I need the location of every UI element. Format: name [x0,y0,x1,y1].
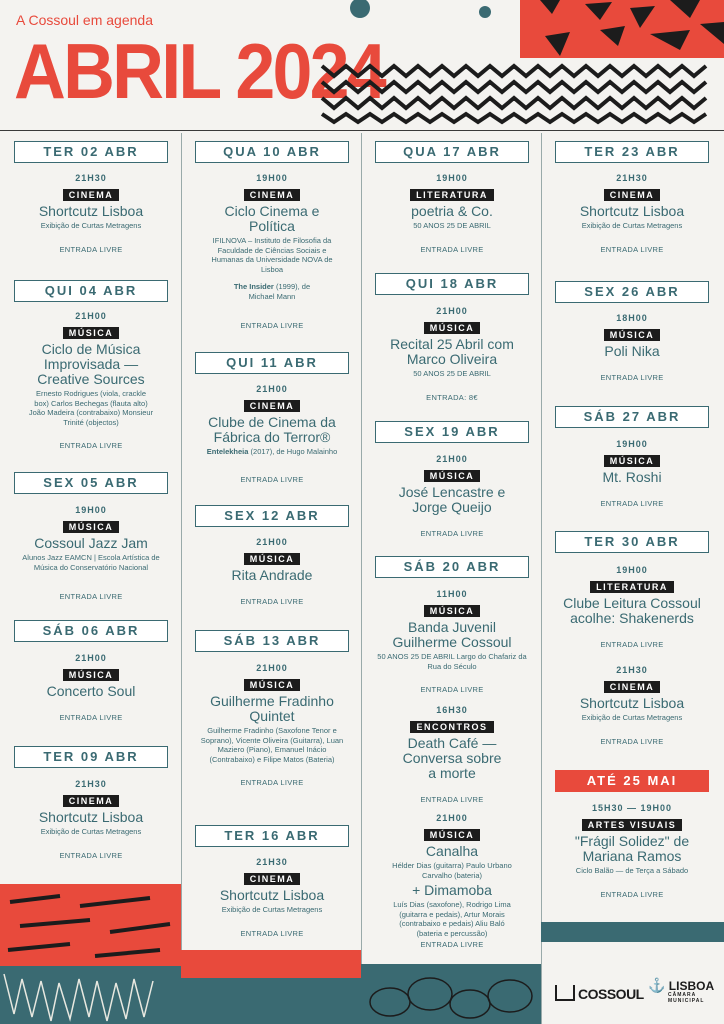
event-category: MÚSICA [424,605,481,617]
film-title: The Insider [233,282,274,291]
event-time: 21H00 [436,306,468,316]
event-time: 21H00 [256,537,288,547]
cossoul-logo [555,985,644,1002]
event-desc: Ciclo Balão — de Terça a Sábado [575,866,689,875]
event-time: 21H00 [436,454,468,464]
event-time: 11H00 [436,589,468,599]
event-entry: ENTRADA LIVRE [59,713,123,722]
date-header: TER 23 ABR [555,141,709,163]
event-desc: Exibição de Curtas Metragens [581,713,683,722]
date-header: QUA 17 ABR [375,141,529,163]
film-credit: (2017), de Hugo Malainho [248,447,338,456]
event-title: Concerto Soul [46,683,136,699]
event-time: 21H00 [436,813,468,823]
event-time: 19H00 [256,173,288,183]
event-time: 21H00 [256,384,288,394]
event-time: 15H30 — 19H00 [591,803,673,813]
event-entry: ENTRADA LIVRE [420,940,484,949]
event-category: MÚSICA [424,322,481,334]
event-desc-2: Luís Dias (saxofone), Rodrigo Lima (guitarra e pedais), Artur Morais (contrabaixo e pedais) Aliu Baló (bateria e percussão) [393,900,511,938]
lisboa-logo [648,977,724,1004]
event-title: Clube Leitura Cossoul acolhe: Shakenerds [563,595,701,626]
date-header: SÁB 13 ABR [195,630,349,652]
event [14,779,168,860]
date-header: SEX 26 ABR [555,281,709,303]
event-category: MÚSICA [63,669,120,681]
event-category: LITERATURA [590,581,674,593]
event-title: Poli Nika [604,343,660,359]
date-header: SÁB 27 ABR [555,406,709,428]
event-category: LITERATURA [410,189,494,201]
event-category: CINEMA [63,189,120,201]
event-entry: ENTRADA LIVRE [420,795,484,804]
lisboa-logo-text: LISBOA [668,979,715,993]
event-entry: ENTRADA LIVRE [240,928,304,938]
film-title: Entelekheia [206,447,249,456]
event-title: Shortcutz Lisboa [38,809,144,825]
event-time: 21H30 [616,173,648,183]
event [555,439,709,508]
date-header: SÁB 20 ABR [375,556,529,578]
event-entry: ENTRADA LIVRE [420,529,484,538]
event-film [195,282,349,301]
event-title: Ciclo de Música Improvisada — Creative Sources [37,341,145,387]
date-header: TER 09 ABR [14,746,168,768]
event-entry: ENTRADA LIVRE [600,373,664,382]
event-time: 19H00 [616,439,648,449]
footer-decoration [0,884,724,1024]
event [195,384,349,484]
event-time: 16H30 [436,705,468,715]
event [14,653,168,722]
event-category: CINEMA [604,189,661,201]
event-category: MÚSICA [244,553,301,565]
event-title: "Frágil Solidez" de Mariana Ramos [574,833,690,864]
teal-band [0,966,181,1024]
header-rule [0,130,724,131]
date-header: QUI 11 ABR [195,352,349,374]
event-category: CINEMA [244,400,301,412]
event-title-2: + Dimamoba [412,882,492,898]
event [14,311,168,450]
event-title: José Lencastre e Jorge Queijo [398,484,506,515]
event-time: 21H00 [256,663,288,673]
event-time: 18H00 [616,313,648,323]
event-title: Shortcutz Lisboa [579,695,685,711]
date-header: QUA 10 ABR [195,141,349,163]
event-film [195,447,349,457]
event-entry: ENTRADA LIVRE [59,441,123,450]
date-header: QUI 18 ABR [375,273,529,295]
event-entry: ENTRADA LIVRE [59,850,123,860]
event [195,537,349,606]
date-header: QUI 04 ABR [14,280,168,302]
event-entry: ENTRADA LIVRE [420,244,484,254]
event-desc: Exibição de Curtas Metragens [40,827,142,836]
event [195,173,349,330]
event-title: Shortcutz Lisboa [38,203,144,219]
event-desc: 50 ANOS 25 DE ABRIL [413,369,491,378]
event-title: Clube de Cinema da Fábrica do Terror® [208,414,336,445]
event-time: 21H30 [75,173,107,183]
event-desc: 50 ANOS 25 DE ABRIL Largo do Chafariz da Rua do Século [377,652,527,671]
event-entry: ENTRADA: 8€ [426,392,478,402]
event-entry: ENTRADA LIVRE [600,889,664,899]
event-title: Banda Juvenil Guilherme Cossoul [392,619,512,650]
event-category: CINEMA [604,681,661,693]
date-header: SEX 05 ABR [14,472,168,494]
lisboa-crest-icon: ⚓ [648,977,666,993]
event-entry: ENTRADA LIVRE [600,640,664,649]
event-entry: ENTRADA LIVRE [600,499,664,508]
event-category: ARTES VISUAIS [582,819,683,831]
event-entry: ENTRADA LIVRE [240,778,304,787]
event [375,454,529,538]
event-category: MÚSICA [244,679,301,691]
date-header: SÁB 06 ABR [14,620,168,642]
teal-dot [479,6,491,18]
event [555,665,709,746]
event [195,663,349,787]
event-title: Shortcutz Lisboa [219,887,325,903]
event [375,705,529,804]
cossoul-logo-text: COSSOUL [578,986,644,1002]
event-title: Rita Andrade [231,567,313,583]
event-time: 19H00 [75,505,107,515]
event-category: MÚSICA [424,829,481,841]
header-decoration [0,0,724,130]
teal-block-2 [181,978,361,1024]
event-time: 21H30 [616,665,648,675]
event-category: CINEMA [63,795,120,807]
date-header: SEX 12 ABR [195,505,349,527]
event-entry: ENTRADA LIVRE [600,244,664,254]
event [375,589,529,694]
lisboa-logo-subtitle: CÂMARA MUNICIPAL [668,992,705,1004]
event-category: ENCONTROS [410,721,493,733]
event-title: Recital 25 Abril com Marco Oliveira [390,336,514,367]
event [555,313,709,382]
event-title: Ciclo Cinema e Política [224,203,320,234]
event-category: CINEMA [244,873,301,885]
teal-blob [350,0,370,18]
film-credit: (1999), de Michael Mann [248,282,311,301]
event-desc: Exibição de Curtas Metragens [221,905,323,914]
event-desc: Exibição de Curtas Metragens [40,221,142,230]
event [555,565,709,649]
event [14,173,168,254]
event-desc: IFILNOVA – Instituto de Filosofia da Faculdade de Ciências Sociais e Humanas da Universidade NOVA de Lisboa [211,236,333,274]
event-desc: Exibição de Curtas Metragens [581,221,683,230]
event-time: 21H00 [75,311,107,321]
teal-block-3 [361,964,541,1024]
event-title: Mt. Roshi [602,469,662,485]
event-category: CINEMA [244,189,301,201]
event-entry: ENTRADA LIVRE [240,597,304,606]
event-category: MÚSICA [604,455,661,467]
event-entry: ENTRADA LIVRE [240,474,304,484]
event-time: 21H30 [256,857,288,867]
event-category: MÚSICA [63,327,120,339]
event-time: 21H00 [75,653,107,663]
event-title: poetria & Co. [411,203,493,219]
event-entry: ENTRADA LIVRE [420,685,484,694]
event-category: MÚSICA [604,329,661,341]
event [555,173,709,254]
date-header: ATÉ 25 MAI [555,770,709,792]
zigzag-pattern [322,66,706,122]
date-header: SEX 19 ABR [375,421,529,443]
page-title: ABRIL 2024 [14,27,384,115]
date-header: TER 30 ABR [555,531,709,553]
event-time: 19H00 [616,565,648,575]
event-entry: ENTRADA LIVRE [59,244,123,254]
event-time: 19H00 [436,173,468,183]
event-entry: ENTRADA LIVRE [600,736,664,746]
event-entry: ENTRADA LIVRE [240,321,304,330]
event-desc: Hélder Dias (guitarra) Paulo Urbano Carvalho (bateria) [392,861,512,880]
event [14,505,168,601]
event-desc: 50 ANOS 25 DE ABRIL [413,221,491,230]
event-desc: Guilherme Fradinho (Saxofone Tenor e Soprano), Vicente Oliveira (Guitarra), Luan Maziero (Piano), Emanuel Inácio (Contrabaixo) e Filipe Matos (Bateria) [200,726,344,764]
event [375,306,529,402]
event-title: Cossoul Jazz Jam [34,535,148,551]
event-time: 21H30 [75,779,107,789]
header-subtitle: A Cossoul em agenda [16,12,153,28]
event-desc: Alunos Jazz EAMCN | Escola Artística de Música do Conservatório Nacional [22,553,160,572]
event-title: Death Café — Conversa sobre a morte [402,735,502,781]
teal-strip [541,922,724,942]
date-header: TER 02 ABR [14,141,168,163]
cossoul-logo-icon [555,985,575,1001]
event [375,173,529,254]
event-title: Shortcutz Lisboa [579,203,685,219]
event-category: MÚSICA [63,521,120,533]
event-category: MÚSICA [424,470,481,482]
event-desc: Ernesto Rodrigues (viola, crackle box) Carlos Bechegas (flauta alto) João Madeira (contrabaixo) Monsieur Trinité (objectos) [28,389,154,427]
event-title: Canalha [425,843,479,859]
event-entry: ENTRADA LIVRE [59,592,123,601]
date-header: TER 16 ABR [195,825,349,847]
event-title: Guilherme Fradinho Quintet [210,693,334,724]
